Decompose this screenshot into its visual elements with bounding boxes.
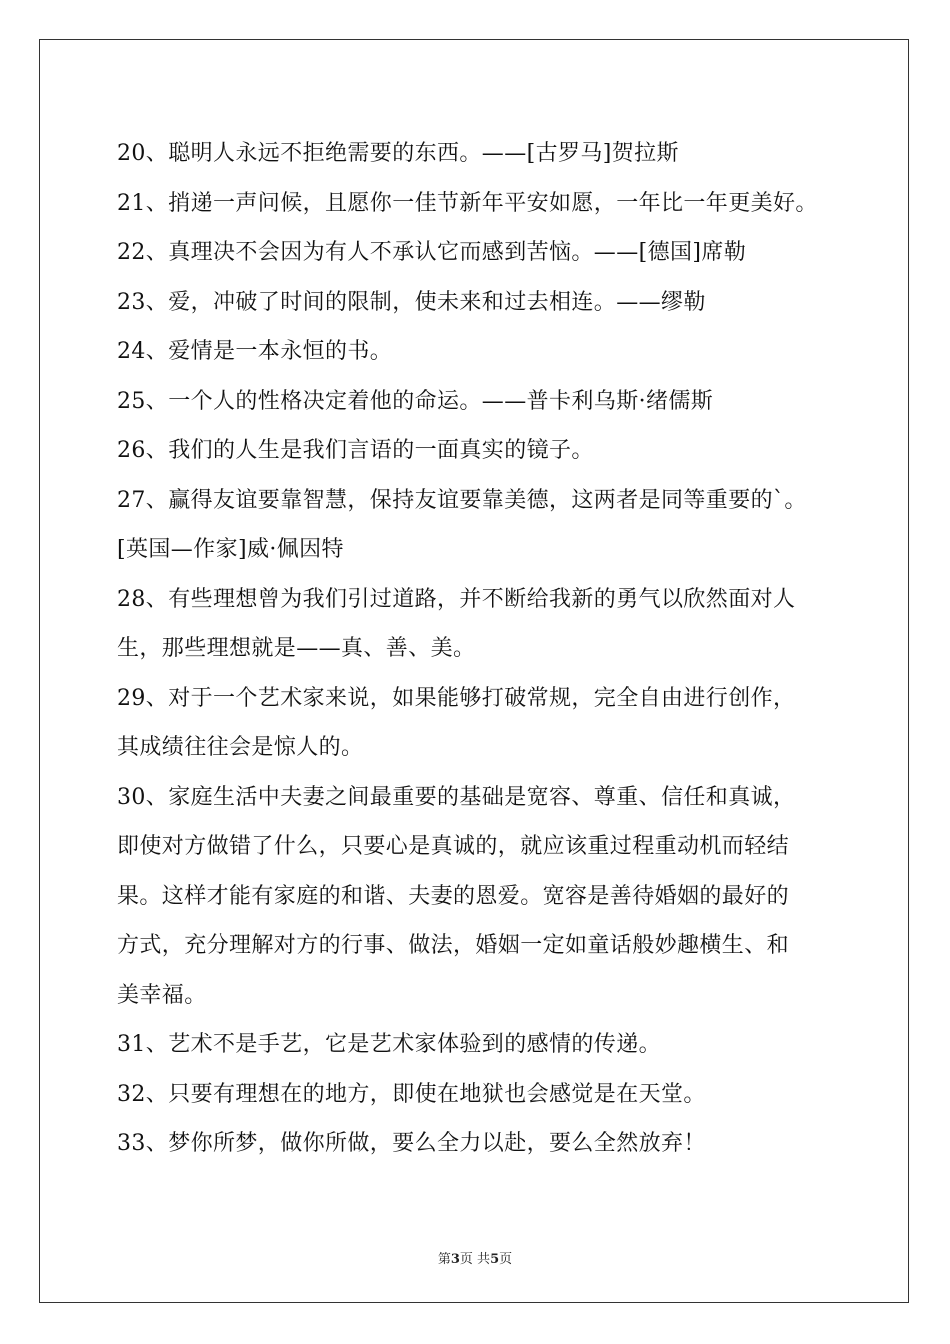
text-line: 其成绩往往会是惊人的。 — [117, 735, 364, 760]
text-line: 27、赢得友谊要靠智慧，保持友谊要靠美德，这两者是同等重要的`。 — [117, 487, 807, 513]
page-current-number: 3 — [450, 1252, 460, 1267]
text-line: 30、家庭生活中夫妻之间最重要的基础是宽容、尊重、信任和真诚， — [117, 784, 796, 810]
text-line: 24、爱情是一本永恒的书。 — [117, 339, 393, 364]
text-line: 31、艺术不是手艺，它是艺术家体验到的感情的传递。 — [117, 1032, 661, 1057]
text-line: 29、对于一个艺术家来说，如果能够打破常规，完全自由进行创作， — [117, 685, 796, 711]
text-line: 生，那些理想就是——真、善、美。 — [117, 636, 476, 661]
text-line: 26、我们的人生是我们言语的一面真实的镜子。 — [117, 438, 594, 463]
text-line: 25、一个人的性格决定着他的命运。——普卡利乌斯·绪儒斯 — [117, 388, 714, 414]
text-line: 21、捎递一声问候，且愿你一佳节新年平安如愿，一年比一年更美好。 — [117, 190, 818, 216]
text-line: [英国—作家]威·佩因特 — [117, 537, 344, 562]
page-prefix: 第 — [437, 1252, 451, 1267]
text-line: 方式，充分理解对方的行事、做法，婚姻一定如童话般妙趣横生、和 — [117, 933, 790, 958]
text-line: 28、有些理想曾为我们引过道路，并不断给我新的勇气以欣然面对人 — [117, 586, 796, 612]
document-body — [117, 129, 857, 1169]
page-total-number: 5 — [490, 1252, 500, 1267]
text-line: 果。这样才能有家庭的和谐、夫妻的恩爱。宽容是善待婚姻的最好的 — [117, 883, 790, 909]
page-footer — [0, 1248, 950, 1267]
page-mid: 页 共 — [459, 1252, 491, 1267]
text-line: 美幸福。 — [117, 982, 207, 1008]
text-line: 23、爱，冲破了时间的限制，使未来和过去相连。——缪勒 — [117, 289, 706, 315]
text-line: 32、只要有理想在的地方，即使在地狱也会感觉是在天堂。 — [117, 1081, 706, 1107]
text-line: 即使对方做错了什么，只要心是真诚的，就应该重过程重动机而轻结 — [117, 834, 790, 859]
text-line: 33、梦你所梦，做你所做，要么全力以赴，要么全然放弃！ — [117, 1131, 706, 1156]
page-suffix: 页 — [499, 1252, 513, 1267]
text-line: 22、真理决不会因为有人不承认它而感到苦恼。——[德国]席勒 — [117, 240, 747, 265]
text-line: 20、聪明人永远不拒绝需要的东西。——[古罗马]贺拉斯 — [117, 141, 679, 166]
